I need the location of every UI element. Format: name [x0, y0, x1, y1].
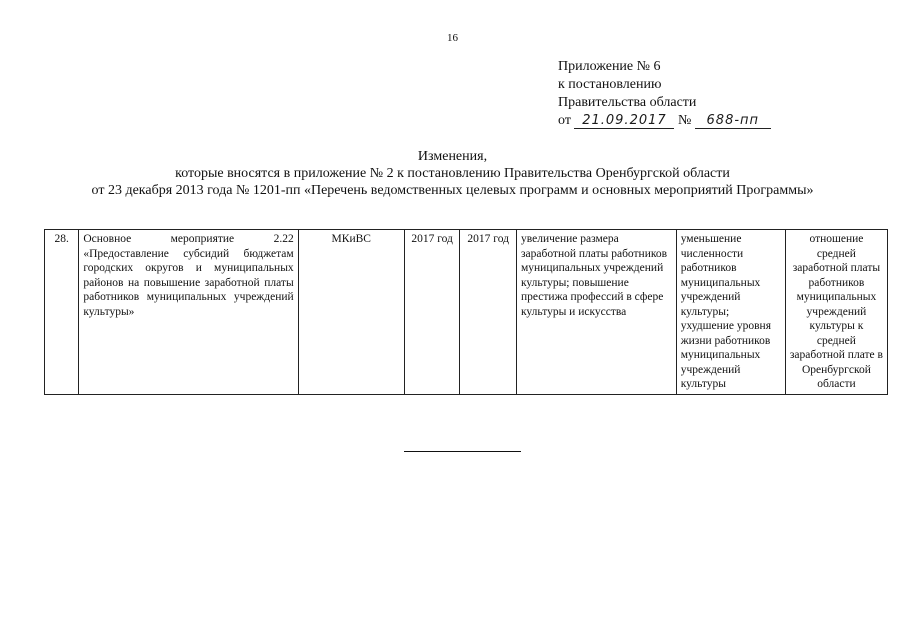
table-row: [45, 230, 888, 395]
appendix-reference: к постановлению: [558, 77, 662, 92]
appendix-title: Приложение № 6: [558, 59, 661, 74]
appendix-authority: Правительства области: [558, 95, 697, 110]
program-table: [44, 229, 888, 395]
executor-cell: МКиВС: [298, 230, 404, 395]
indicator-cell: отношение средней заработной платы работников муниципальных учреждений культуры к средней заработной плате в Оренбургской области: [785, 230, 887, 395]
appendix-date-line: [558, 112, 771, 130]
expected-result-cell: увеличение размера заработной платы работников муниципальных учреждений культуры; повышение престижа профессий в сфере культуры и искусства: [516, 230, 676, 395]
page-number: 16: [447, 32, 458, 44]
appendix-block: [558, 58, 771, 130]
document-heading: [0, 148, 905, 199]
handwritten-date: 21.09.2017: [574, 113, 674, 129]
number-label: №: [677, 113, 692, 128]
handwritten-number: 688-пп: [695, 113, 771, 129]
closing-divider: [404, 451, 521, 452]
heading-title: Изменения,: [417, 149, 488, 164]
from-label: от: [558, 113, 571, 128]
end-year-cell: 2017 год: [460, 230, 517, 395]
description-cell: Основное мероприятие 2.22 «Предоставление субсидий бюджетам городских округов и муниципальных районов на повышение заработной платы работников муниципальных учреждений культуры»: [79, 230, 298, 395]
consequences-cell: уменьшение численности работников муниципальных учреждений культуры; ухудшение уровня жизни работников муниципальных учреждений культуры: [676, 230, 785, 395]
row-number-cell: 28.: [45, 230, 79, 395]
start-year-cell: 2017 год: [404, 230, 460, 395]
heading-subtitle-2: от 23 декабря 2013 года № 1201-пп «Перечень ведомственных целевых программ и основных мероприятий Программы»: [91, 183, 814, 198]
heading-subtitle: которые вносятся в приложение № 2 к постановлению Правительства Оренбургской области: [175, 166, 730, 181]
